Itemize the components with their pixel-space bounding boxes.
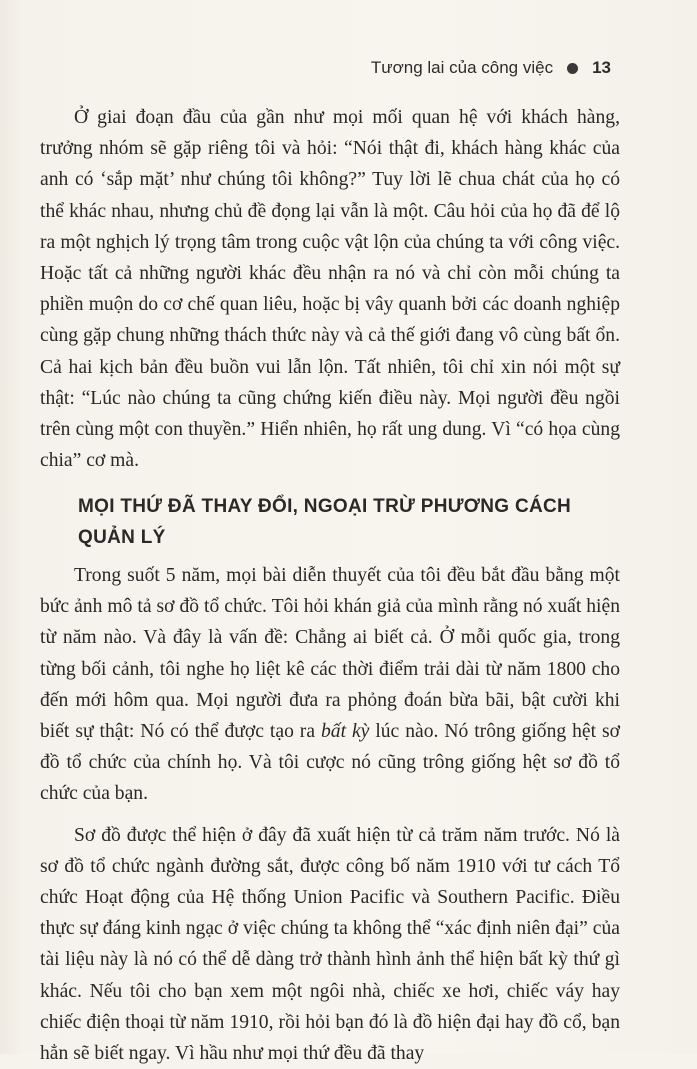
page-number: 13 xyxy=(592,58,611,77)
paragraph: Sơ đồ được thể hiện ở đây đã xuất hiện từ cả trăm năm trước. Nó là sơ đồ tổ chức ngành đường sắt, được công bố năm 1910 với tư cách Tổ chức Hoạt động của Hệ thống Union Pacific và Southern Pacific. Điều thực sự đáng kinh ngạc ở việc chúng ta không thể “xác định niên đại” của tài liệu này là nó có thể dễ dàng trở thành hình ảnh thể hiện bất kỳ thứ gì khác. Nếu tôi cho bạn xem một ngôi nhà, chiếc xe hơi, chiếc váy hay chiếc điện thoại từ năm 1910, rồi hỏi bạn đó là đồ hiện đại hay đồ cổ, bạn hẳn sẽ biết ngay. Vì hầu như mọi thứ đều đã thay xyxy=(40,824,620,1065)
bullet-icon xyxy=(567,63,578,74)
paragraph-text: lúc nào. Nó trông giống hệt sơ đồ tổ chức của chính họ. Và tôi cược nó cũng trông giống hệt sơ đồ tổ chức của bạn. xyxy=(40,721,620,805)
body-text-bottom xyxy=(40,560,620,1069)
paragraph-emphasis: bất kỳ xyxy=(320,721,370,743)
body-text-top xyxy=(40,102,620,476)
paragraph-text: Trong suốt 5 năm, mọi bài diễn thuyết của tôi đều bắt đầu bằng một bức ảnh mô tả sơ đồ tổ chức. Tôi hỏi khán giả của mình rằng nó xuất hiện từ năm nào. Và đây là vấn đề: Chẳng ai biết cả. Ở mỗi quốc gia, trong từng bối cảnh, tôi nghe họ liệt kê các thời điểm trải dài từ năm 1800 cho đến mới hôm qua. Mọi người đưa ra phỏng đoán bừa bãi, bật cười khi biết sự thật: Nó có thể được tạo ra xyxy=(40,565,620,743)
running-head-title: Tương lai của công việc xyxy=(370,58,554,77)
running-head xyxy=(371,58,611,78)
paragraph: Ở giai đoạn đầu của gần như mọi mối quan hệ với khách hàng, trưởng nhóm sẽ gặp riêng tôi và hỏi: “Nói thật đi, khách hàng khác của anh có ‘sắp mặt’ như chúng tôi không?” Tuy lời lẽ chua chát của họ có thể khác nhau, nhưng chủ đề đọng lại vẫn là một. Câu hỏi của họ đã để lộ ra một nghịch lý trọng tâm trong cuộc vật lộn của chúng ta với công việc. Hoặc tất cả những người khác đều nhận ra nó và chỉ còn mỗi chúng ta phiền muộn do cơ chế quan liêu, hoặc bị vây quanh bởi các doanh nghiệp cùng gặp chung những thách thức này và cả thế giới đang vô cùng bất ổn. Cả hai kịch bản đều buồn vui lẫn lộn. Tất nhiên, tôi chỉ xin nói một sự thật: “Lúc nào chúng ta cũng chứng kiến điều này. Mọi người đều ngồi trên cùng một con thuyền.” Hiển nhiên, họ rất ung dung. Vì “có họa cùng chia” cơ mà. xyxy=(40,107,620,472)
paragraph xyxy=(40,560,620,810)
section-heading: MỌI THỨ ĐÃ THAY ĐỔI, NGOẠI TRỪ PHƯƠNG CÁCH QUẢN LÝ xyxy=(78,496,572,548)
